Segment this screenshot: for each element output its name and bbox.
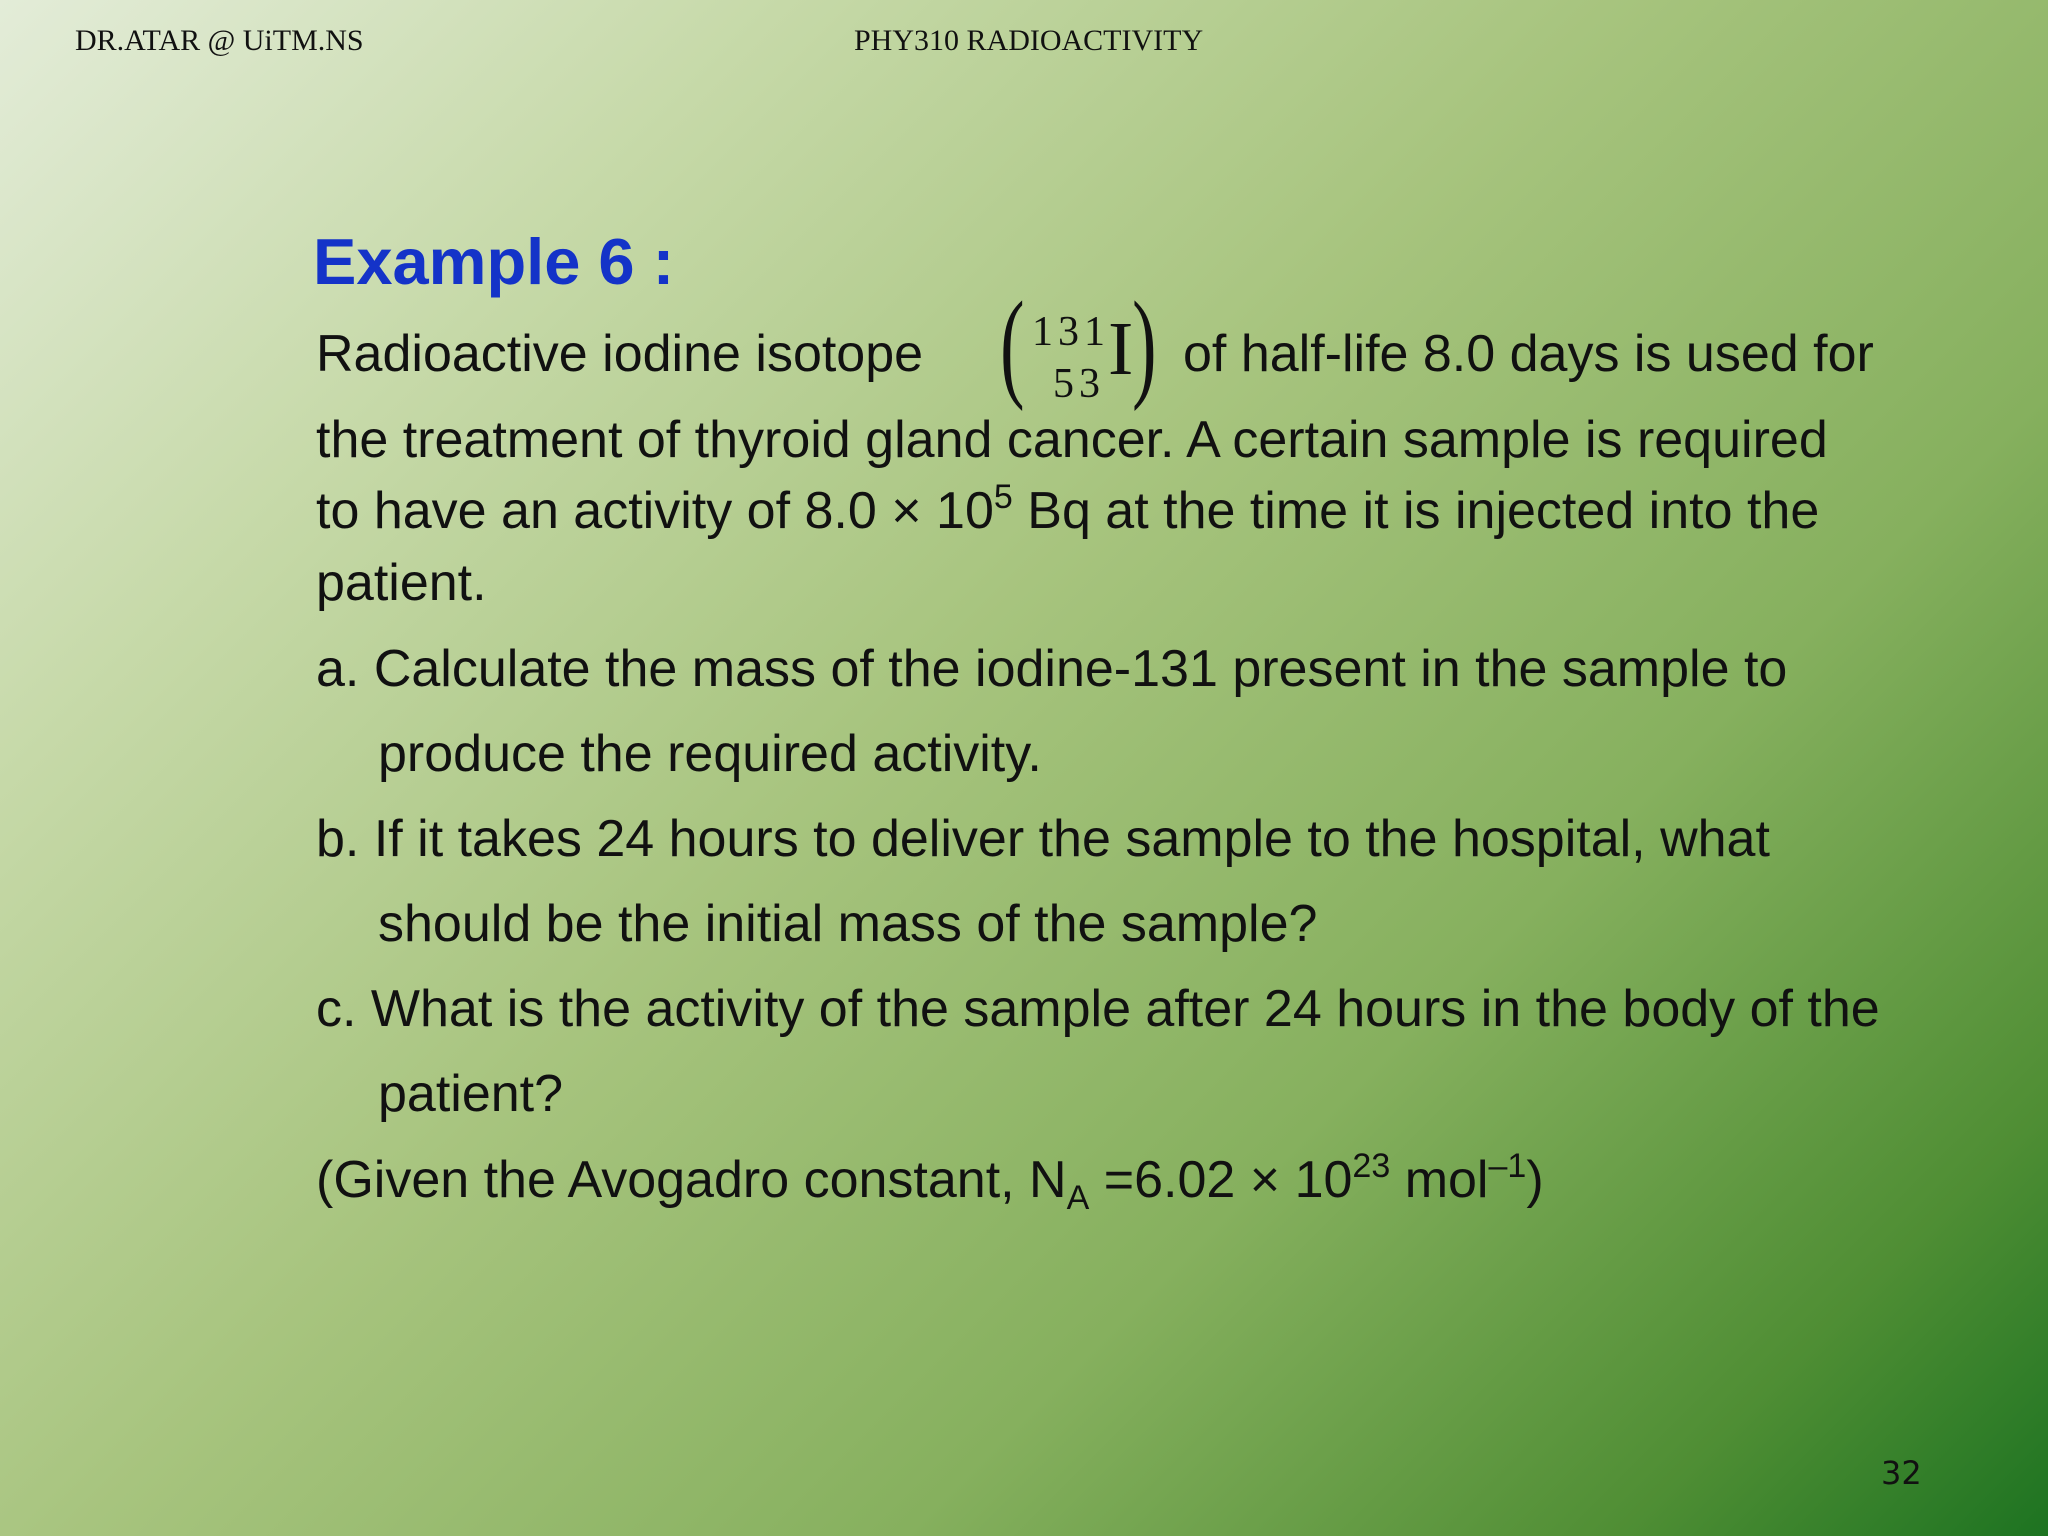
isotope-symbol: I: [1108, 307, 1134, 391]
question-c-line-2: patient?: [378, 1065, 564, 1123]
iodine-isotope-notation: [1000, 277, 1170, 424]
question-a-line-2: produce the required activity.: [378, 725, 1042, 783]
given-unit-exponent: –1: [1488, 1147, 1527, 1185]
header-author: DR.ATAR @ UiTM.NS: [75, 24, 364, 57]
question-b-line-1: b. If it takes 24 hours to deliver the sample to the hospital, what: [316, 810, 1770, 868]
given-avogadro-constant: [316, 1147, 1544, 1217]
given-exponent: 23: [1352, 1147, 1391, 1185]
given-text: (Given the Avogadro constant, N: [316, 1151, 1067, 1209]
given-value: =6.02 × 10: [1089, 1151, 1353, 1209]
given-unit: mol: [1390, 1151, 1489, 1209]
isotope-open-paren: (: [1000, 277, 1025, 412]
activity-value: to have an activity of 8.0 × 10: [316, 482, 994, 540]
given-close: ): [1526, 1151, 1544, 1209]
header-course-title: PHY310 RADIOACTIVITY: [854, 24, 1204, 57]
isotope-mass-number: 131: [1032, 309, 1110, 355]
page-number: 32: [1881, 1454, 1922, 1492]
question-b-line-2: should be the initial mass of the sample?: [378, 895, 1318, 953]
question-c-line-1: c. What is the activity of the sample after 24 hours in the body of the: [316, 980, 1880, 1038]
question-a-line-1: a. Calculate the mass of the iodine-131 present in the sample to: [316, 640, 1788, 698]
example-title: Example 6 :: [313, 225, 675, 298]
given-subscript: A: [1066, 1179, 1090, 1217]
activity-exponent: 5: [993, 478, 1013, 516]
problem-line-2: the treatment of thyroid gland cancer. A certain sample is required: [316, 411, 1828, 469]
problem-line-1a: Radioactive iodine isotope: [316, 325, 924, 383]
problem-line-3: [316, 478, 1820, 541]
activity-unit-text: Bq at the time it is injected into the: [1012, 482, 1820, 540]
problem-line-1b: of half-life 8.0 days is used for: [1183, 325, 1874, 383]
isotope-atomic-number: 53: [1053, 361, 1105, 407]
isotope-close-paren: ): [1132, 277, 1157, 412]
problem-line-4: patient.: [316, 554, 487, 612]
